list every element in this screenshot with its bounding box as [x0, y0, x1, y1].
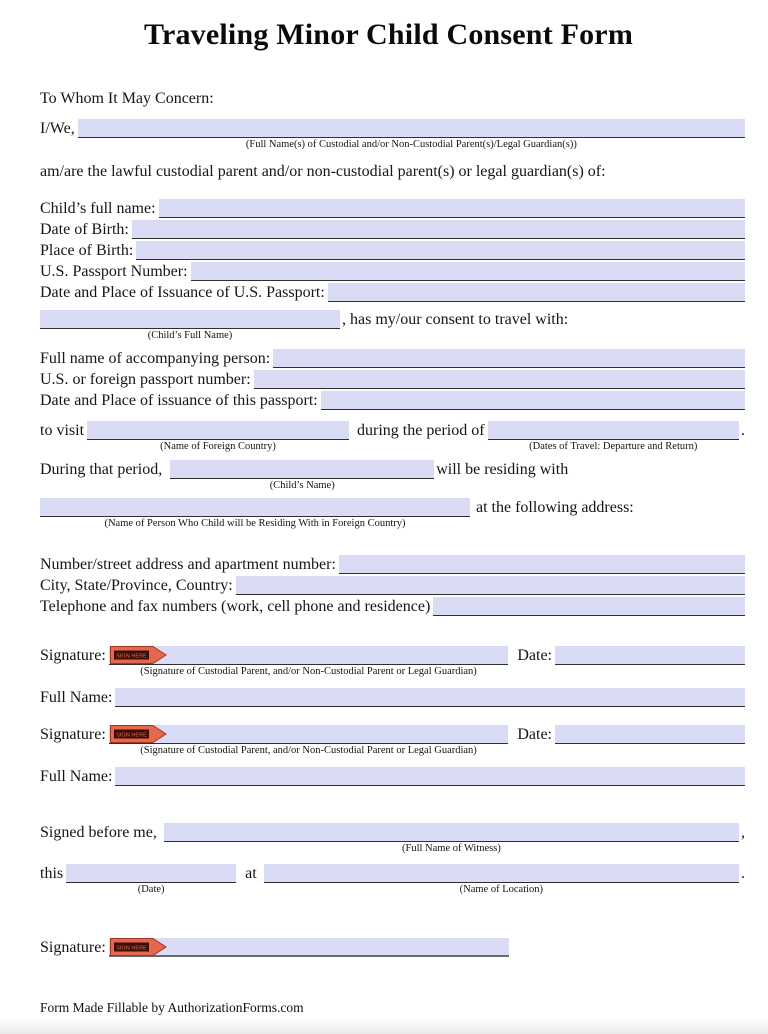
- signature3-field[interactable]: [109, 938, 509, 957]
- street-label: Number/street address and apartment number:: [40, 556, 336, 573]
- host-caption: (Name of Person Who Child will be Residing With in Foreign Country): [104, 518, 406, 529]
- signature-row-2: [40, 725, 745, 757]
- iwe-label: I/We,: [40, 120, 75, 137]
- full-name-label: Full Name:: [40, 689, 113, 706]
- companion-passport-issuance-label: Date and Place of issuance of this passport:: [40, 392, 318, 409]
- witness-caption: (Full Name of Witness): [402, 843, 501, 854]
- witness-date-field[interactable]: [66, 864, 236, 883]
- phone-label: Telephone and fax numbers (work, cell phone and residence): [40, 598, 431, 615]
- consent-text: , has my/our consent to travel with:: [342, 311, 569, 328]
- signature-row-3: [40, 938, 745, 957]
- page-title: Traveling Minor Child Consent Form: [143, 18, 634, 51]
- date-label: Date:: [517, 726, 552, 743]
- period-label: during the period of: [357, 422, 485, 439]
- footer-credit: Form Made Fillable by AuthorizationForms.com: [40, 1000, 304, 1015]
- address-intro: at the following address:: [476, 499, 634, 516]
- full-name-label: Full Name:: [40, 768, 113, 785]
- child-passport-issuance-label: Date and Place of Issuance of U.S. Passport:: [40, 284, 325, 301]
- signed-before-label: Signed before me,: [40, 824, 157, 841]
- address-block: [40, 555, 745, 616]
- iwe-parents-field[interactable]: [78, 119, 745, 138]
- form-row: [40, 555, 745, 574]
- child-passport-label: U.S. Passport Number:: [40, 263, 188, 280]
- witness-period: .: [741, 865, 745, 882]
- dates-caption: (Dates of Travel: Departure and Return): [529, 441, 698, 452]
- form-row: [40, 283, 745, 302]
- form-row: [40, 199, 745, 218]
- signature-row-1: [40, 646, 745, 678]
- signature-label: Signature:: [40, 939, 106, 956]
- country-caption: (Name of Foreign Country): [160, 441, 276, 452]
- consent-row: [40, 310, 745, 342]
- travel-dates-field[interactable]: [488, 421, 739, 440]
- companion-passport-issuance-field[interactable]: [321, 391, 745, 410]
- form-row: [40, 262, 745, 281]
- witness-date-location-row: [40, 864, 745, 896]
- iwe-row: [40, 119, 745, 151]
- child-info-block: [40, 199, 745, 302]
- phone-fax-field[interactable]: [433, 597, 745, 616]
- full-name-row-2: [40, 767, 745, 786]
- form-row: [40, 241, 745, 260]
- travel-row: [40, 421, 745, 453]
- child-passport-issuance-field[interactable]: [328, 283, 745, 302]
- witness-comma: ,: [741, 824, 745, 841]
- svg-text:SIGN HERE: SIGN HERE: [115, 945, 147, 952]
- visit-label: to visit: [40, 422, 85, 439]
- svg-text:SIGN HERE: SIGN HERE: [115, 653, 147, 660]
- companion-block: [40, 349, 745, 410]
- fullname1-field[interactable]: [115, 688, 745, 707]
- form-row: [40, 370, 745, 389]
- child-pob-label: Place of Birth:: [40, 242, 134, 259]
- residing-label: will be residing with: [436, 461, 569, 478]
- child-passport-number-field[interactable]: [191, 262, 745, 281]
- witness-row: [40, 823, 745, 855]
- location-caption: (Name of Location): [459, 884, 544, 895]
- child-name-caption: (Child’s Name): [269, 480, 335, 491]
- foreign-country-field[interactable]: [87, 421, 349, 440]
- signature2-field[interactable]: [109, 725, 509, 744]
- child-dob-label: Date of Birth:: [40, 221, 129, 238]
- signature-caption: (Signature of Custodial Parent, and/or Non-Custodial Parent or Legal Guardian): [140, 745, 477, 756]
- during-label: During that period,: [40, 461, 163, 478]
- consent-child-caption: (Child’s Full Name): [147, 330, 233, 341]
- companion-passport-number-field[interactable]: [254, 370, 745, 389]
- residing-intro-row: [40, 460, 745, 492]
- witness-location-field[interactable]: [264, 864, 739, 883]
- form-row: [40, 349, 745, 368]
- host-row: [40, 498, 745, 530]
- companion-name-label: Full name of accompanying person:: [40, 350, 271, 367]
- city-state-country-field[interactable]: [236, 576, 745, 595]
- form-row: [40, 576, 745, 595]
- salutation: To Whom It May Concern:: [40, 90, 214, 107]
- companion-name-field[interactable]: [273, 349, 745, 368]
- child-full-name-field[interactable]: [159, 199, 745, 218]
- fullname2-field[interactable]: [115, 767, 745, 786]
- signature-label: Signature:: [40, 647, 106, 664]
- svg-text:SIGN HERE: SIGN HERE: [115, 732, 147, 739]
- form-row: [40, 597, 745, 616]
- this-label: this: [40, 865, 64, 882]
- date-label: Date:: [517, 647, 552, 664]
- date-caption: (Date): [137, 884, 165, 895]
- consent-child-name-field[interactable]: [40, 310, 340, 329]
- period-end: .: [741, 422, 745, 439]
- form-row: [40, 220, 745, 239]
- street-address-field[interactable]: [339, 555, 745, 574]
- during-child-name-field[interactable]: [170, 460, 434, 479]
- signature-label: Signature:: [40, 726, 106, 743]
- iwe-caption: (Full Name(s) of Custodial and/or Non-Custodial Parent(s)/Legal Guardian(s)): [245, 139, 577, 150]
- signature-caption: (Signature of Custodial Parent, and/or Non-Custodial Parent or Legal Guardian): [140, 666, 477, 677]
- guardian-statement: am/are the lawful custodial parent and/or non-custodial parent(s) or legal guardian(s) of:: [40, 163, 606, 180]
- child-name-label: Child’s full name:: [40, 200, 156, 217]
- child-pob-field[interactable]: [136, 241, 745, 260]
- at-label: at: [245, 865, 257, 882]
- sign-here-arrow-icon[interactable]: [110, 725, 167, 743]
- full-name-row-1: [40, 688, 745, 707]
- companion-passport-label: U.S. or foreign passport number:: [40, 371, 251, 388]
- date2-field[interactable]: [555, 725, 745, 744]
- sign-here-arrow-icon[interactable]: [110, 938, 167, 956]
- form-row: [40, 391, 745, 410]
- signature1-field[interactable]: [109, 646, 509, 665]
- sign-here-arrow-icon[interactable]: [110, 646, 167, 664]
- witness-name-field[interactable]: [164, 823, 739, 842]
- host-name-field[interactable]: [40, 498, 470, 517]
- date1-field[interactable]: [555, 646, 745, 665]
- child-dob-field[interactable]: [132, 220, 745, 239]
- city-label: City, State/Province, Country:: [40, 577, 233, 594]
